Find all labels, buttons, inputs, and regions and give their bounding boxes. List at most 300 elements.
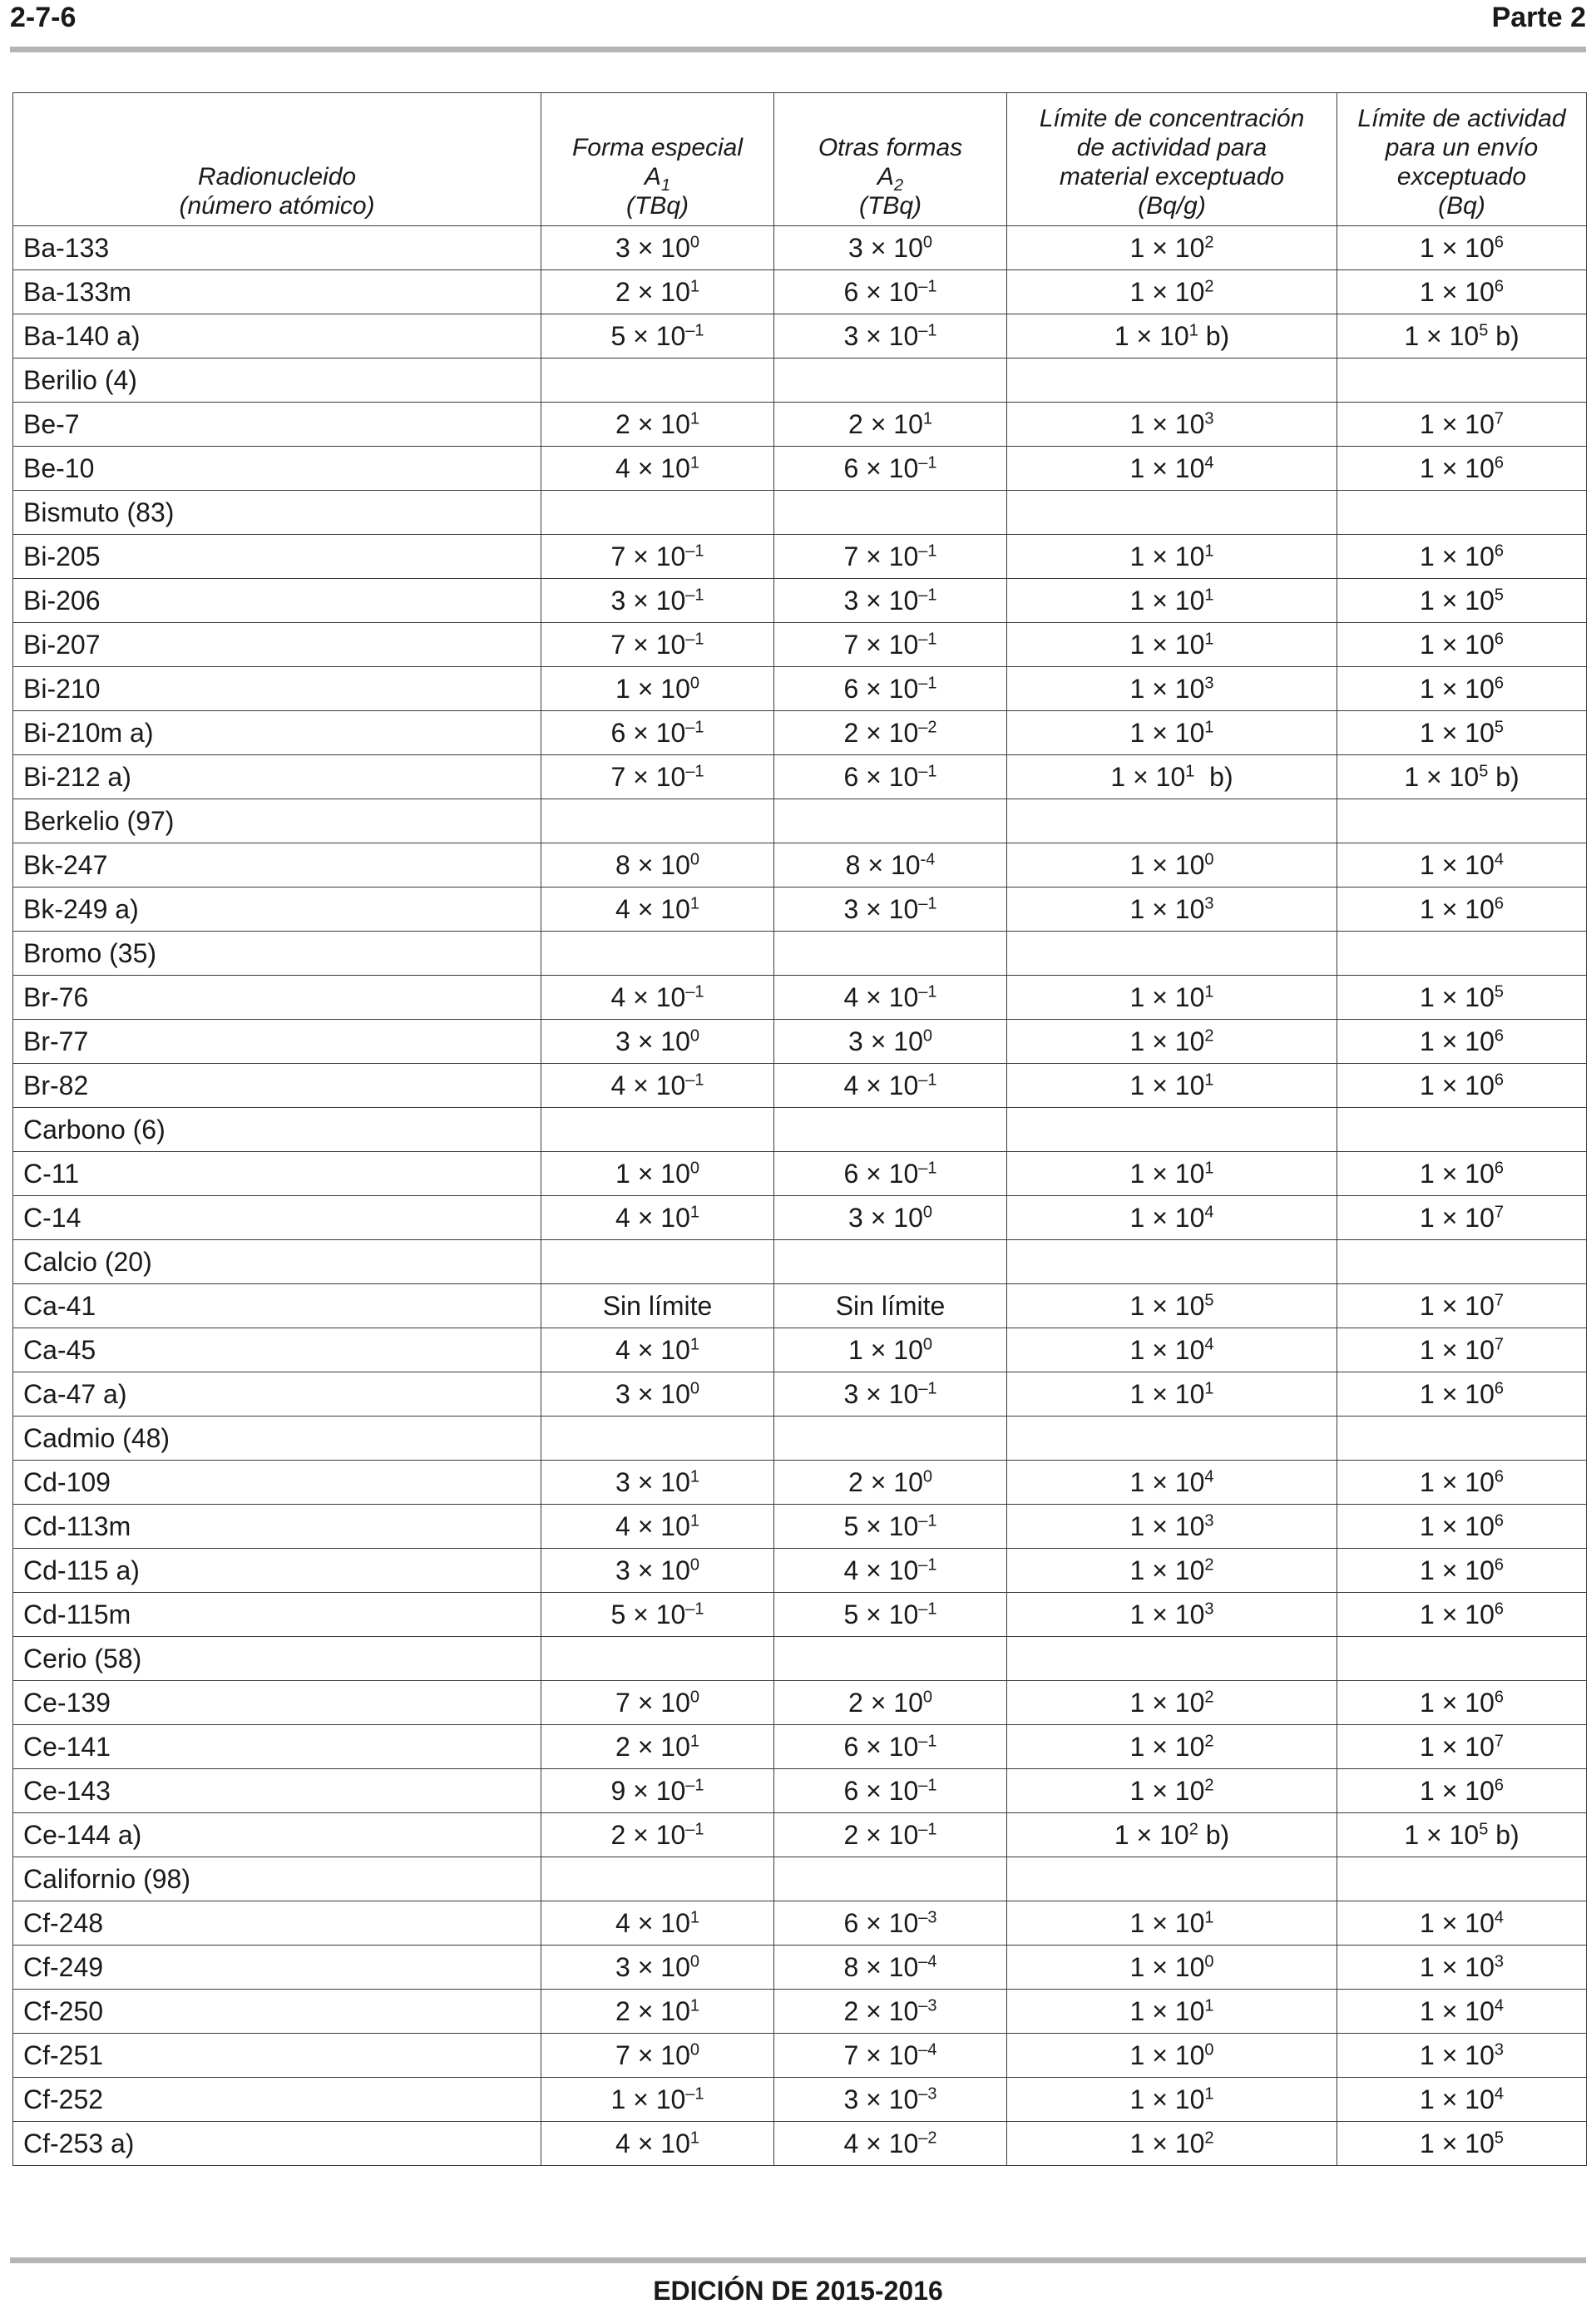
shipment-limit-cell: $1 \times 10^6$ xyxy=(1337,623,1587,667)
a1-cell: $4 \times 10^1$ xyxy=(541,1196,774,1240)
value-exponent: –1 xyxy=(685,1599,704,1619)
value-exponent: 1 xyxy=(922,409,932,428)
value-coefficient: 1 xyxy=(1129,1952,1145,1982)
value-coefficient: 2 xyxy=(848,1688,863,1718)
a2-cell: $2 \times 10^{-3}$ xyxy=(774,1990,1007,2034)
value-exponent: 4 xyxy=(1204,1203,1214,1222)
value-coefficient: 1 xyxy=(1420,1203,1435,1233)
table-row xyxy=(13,1505,1587,1549)
value-coefficient: 6 xyxy=(843,1732,859,1762)
shipment-limit-cell: $1 \times 10^7$ xyxy=(1337,1196,1587,1240)
value-coefficient: 5 xyxy=(610,321,626,351)
value-coefficient: 1 xyxy=(1114,321,1129,351)
shipment-limit-cell: $1 \times 10^6$ xyxy=(1337,1152,1587,1196)
nuclide-cell: Bi-210m a) xyxy=(13,711,541,755)
concentration-limit-cell: $1 \times 10^1$ xyxy=(1007,1990,1337,2034)
table-row xyxy=(13,1417,1587,1461)
a2-cell: $6 \times 10^{-1}$ xyxy=(774,447,1007,491)
value-exponent: –1 xyxy=(918,762,937,781)
value-exponent: 5 xyxy=(1479,321,1489,340)
value-coefficient: 3 xyxy=(615,1555,630,1585)
a2-cell: $3 \times 10^{-1}$ xyxy=(774,314,1007,358)
value-coefficient: 1 xyxy=(1129,982,1145,1012)
a2-cell: $6 \times 10^{-1}$ xyxy=(774,1725,1007,1769)
nuclide-cell: Berilio (4) xyxy=(13,358,541,403)
shipment-limit-cell: $1 \times 10^6$ xyxy=(1337,270,1587,314)
value-exponent: –1 xyxy=(685,762,704,781)
value-coefficient: 1 xyxy=(1420,1467,1435,1497)
table-row xyxy=(13,1813,1587,1857)
nuclide-cell: Cf-252 xyxy=(13,2078,541,2122)
value-exponent: 1 xyxy=(1188,321,1198,340)
value-coefficient: 6 xyxy=(843,1159,859,1189)
value-coefficient: 1 xyxy=(1420,1599,1435,1629)
value-exponent: 7 xyxy=(1494,1335,1504,1354)
value-coefficient: 1 xyxy=(1129,1555,1145,1585)
value-coefficient: 3 xyxy=(615,1467,630,1497)
value-exponent: 2 xyxy=(1204,1732,1214,1751)
value-coefficient: 3 xyxy=(843,586,859,616)
table-row xyxy=(13,579,1587,623)
a1-cell: $4 \times 10^1$ xyxy=(541,1505,774,1549)
value-coefficient: 1 xyxy=(1420,1026,1435,1056)
value-exponent: 1 xyxy=(689,453,699,472)
value-exponent: 1 xyxy=(689,1203,699,1222)
shipment-limit-cell: $1 \times 10^7$ xyxy=(1337,1328,1587,1372)
value-coefficient: 1 xyxy=(1420,2040,1435,2070)
value-exponent: –1 xyxy=(918,1555,937,1575)
value-exponent: 2 xyxy=(1188,1820,1198,1839)
table-row xyxy=(13,932,1587,976)
value-exponent: 6 xyxy=(1494,894,1504,913)
value-exponent: 5 xyxy=(1494,586,1504,605)
value-coefficient: 1 xyxy=(1129,1159,1145,1189)
a1-cell: $2 \times 10^1$ xyxy=(541,1990,774,2034)
value-coefficient: 1 xyxy=(1129,541,1145,571)
concentration-limit-cell: $1 \times 10^2$ xyxy=(1007,1020,1337,1064)
value-coefficient: 3 xyxy=(843,1379,859,1409)
value-exponent: 6 xyxy=(1494,277,1504,296)
shipment-limit-cell: $1 \times 10^6$ xyxy=(1337,1461,1587,1505)
shipment-limit-cell: $1 \times 10^6$ xyxy=(1337,447,1587,491)
a2-cell: $3 \times 10^{-3}$ xyxy=(774,2078,1007,2122)
table-row xyxy=(13,535,1587,579)
a2-cell: $8 \times 10^{-4}$ xyxy=(774,1946,1007,1990)
value-coefficient: 1 xyxy=(1129,1908,1145,1938)
value-coefficient: 2 xyxy=(848,1467,863,1497)
table-row xyxy=(13,1857,1587,1901)
value-exponent: 7 xyxy=(1494,1291,1504,1310)
value-coefficient: 4 xyxy=(615,1511,630,1541)
value-coefficient: 4 xyxy=(610,1070,626,1100)
value-coefficient: 7 xyxy=(615,2040,630,2070)
value-coefficient: 4 xyxy=(610,982,626,1012)
value-exponent: –1 xyxy=(685,541,704,561)
value-coefficient: 6 xyxy=(843,453,859,483)
concentration-limit-cell: $1 \times 10^1$ xyxy=(1007,579,1337,623)
shipment-limit-cell: $1 \times 10^7$ xyxy=(1337,1284,1587,1328)
concentration-limit-cell: $1 \times 10^0$ xyxy=(1007,2034,1337,2078)
value-coefficient: 4 xyxy=(615,1335,630,1365)
a1-cell: $2 \times 10^{-1}$ xyxy=(541,1813,774,1857)
value-exponent: 2 xyxy=(1204,1555,1214,1575)
nuclide-cell: Calcio (20) xyxy=(13,1240,541,1284)
nuclide-cell: Cd-115 a) xyxy=(13,1549,541,1593)
value-exponent: –1 xyxy=(918,1379,937,1398)
shipment-limit-cell: $1 \times 10^7$ xyxy=(1337,1725,1587,1769)
value-coefficient: 3 xyxy=(848,233,863,263)
a2-cell xyxy=(774,1857,1007,1901)
value-coefficient: 1 xyxy=(1420,1379,1435,1409)
value-exponent: –1 xyxy=(918,541,937,561)
table-row xyxy=(13,1461,1587,1505)
value-exponent: 1 xyxy=(689,1996,699,2015)
value-exponent: –1 xyxy=(685,718,704,737)
table-row xyxy=(13,799,1587,843)
a2-cell: $3 \times 10^0$ xyxy=(774,1196,1007,1240)
a1-cell: $7 \times 10^{-1}$ xyxy=(541,623,774,667)
a2-cell: $6 \times 10^{-1}$ xyxy=(774,667,1007,711)
value-exponent: 6 xyxy=(1494,541,1504,561)
edition-footer: EDICIÓN DE 2015-2016 xyxy=(653,2276,943,2306)
table-row xyxy=(13,358,1587,403)
value-exponent: 4 xyxy=(1204,453,1214,472)
shipment-limit-cell: $1 \times 10^6$ xyxy=(1337,1549,1587,1593)
a1-cell: $7 \times 10^0$ xyxy=(541,2034,774,2078)
concentration-limit-cell xyxy=(1007,491,1337,535)
table-row xyxy=(13,447,1587,491)
value-coefficient: 1 xyxy=(848,1335,863,1365)
value-coefficient: 4 xyxy=(843,1555,859,1585)
a2-cell: $5 \times 10^{-1}$ xyxy=(774,1593,1007,1637)
shipment-limit-cell: $1 \times 10^6$ xyxy=(1337,1064,1587,1108)
value-exponent: –1 xyxy=(918,1732,937,1751)
value-coefficient: 2 xyxy=(848,409,863,439)
nuclide-cell: Ce-144 a) xyxy=(13,1813,541,1857)
a2-cell: $3 \times 10^{-1}$ xyxy=(774,888,1007,932)
value-coefficient: 1 xyxy=(1420,1732,1435,1762)
shipment-limit-cell xyxy=(1337,1417,1587,1461)
nuclide-cell: Cd-113m xyxy=(13,1505,541,1549)
a1-cell: $5 \times 10^{-1}$ xyxy=(541,1593,774,1637)
table-row xyxy=(13,2078,1587,2122)
shipment-limit-cell xyxy=(1337,799,1587,843)
nuclide-cell: Ce-143 xyxy=(13,1769,541,1813)
nuclide-cell: C-11 xyxy=(13,1152,541,1196)
shipment-limit-cell: $1 \times 10^6$ xyxy=(1337,535,1587,579)
a1-cell xyxy=(541,358,774,403)
value-exponent: –1 xyxy=(918,1511,937,1530)
a1-cell: $4 \times 10^{-1}$ xyxy=(541,1064,774,1108)
value-exponent: –1 xyxy=(918,277,937,296)
value-coefficient: 1 xyxy=(1420,1908,1435,1938)
value-exponent: –1 xyxy=(685,586,704,605)
table-row xyxy=(13,1637,1587,1681)
value-coefficient: 1 xyxy=(1404,1820,1420,1850)
value-coefficient: 1 xyxy=(1420,1159,1435,1189)
a2-cell: $4 \times 10^{-1}$ xyxy=(774,1549,1007,1593)
value-exponent: -4 xyxy=(920,850,936,869)
shipment-limit-cell: $1 \times 10^4$ xyxy=(1337,843,1587,888)
value-coefficient: 1 xyxy=(1129,2040,1145,2070)
value-coefficient: 3 xyxy=(843,2084,859,2114)
a1-cell xyxy=(541,1637,774,1681)
concentration-limit-cell: $1 \times 10^2$ xyxy=(1007,1681,1337,1725)
value-coefficient: 1 xyxy=(1420,2129,1435,2158)
value-coefficient: 1 xyxy=(1420,1688,1435,1718)
table-row xyxy=(13,1284,1587,1328)
value-exponent: 1 xyxy=(1204,630,1214,649)
value-coefficient: 1 xyxy=(1129,277,1145,307)
value-coefficient: 1 xyxy=(1129,1335,1145,1365)
concentration-limit-cell: $1 \times 10^1$ b) xyxy=(1007,755,1337,799)
value-coefficient: 7 xyxy=(610,630,626,660)
shipment-limit-cell xyxy=(1337,491,1587,535)
value-exponent: 6 xyxy=(1494,1511,1504,1530)
shipment-limit-cell: $1 \times 10^7$ xyxy=(1337,403,1587,447)
value-coefficient: 1 xyxy=(1420,850,1435,880)
value-coefficient: 1 xyxy=(1114,1820,1129,1850)
value-coefficient: 2 xyxy=(610,1820,626,1850)
value-exponent: –1 xyxy=(685,630,704,649)
table-row xyxy=(13,1196,1587,1240)
value-coefficient: 1 xyxy=(1420,982,1435,1012)
a2-cell: $4 \times 10^{-1}$ xyxy=(774,976,1007,1020)
radionuclide-table xyxy=(12,92,1587,2166)
a2-cell xyxy=(774,358,1007,403)
value-exponent: –2 xyxy=(918,718,937,737)
value-exponent: –1 xyxy=(685,2084,704,2104)
table-row xyxy=(13,667,1587,711)
concentration-limit-cell: $1 \times 10^4$ xyxy=(1007,447,1337,491)
value-coefficient: 6 xyxy=(843,1908,859,1938)
value-exponent: 6 xyxy=(1494,1776,1504,1795)
value-exponent: 6 xyxy=(1494,630,1504,649)
a1-cell xyxy=(541,799,774,843)
value-coefficient: 1 xyxy=(1129,1203,1145,1233)
value-coefficient: 1 xyxy=(1420,586,1435,616)
part-label: Parte 2 xyxy=(1491,2,1586,33)
value-exponent: 2 xyxy=(1204,1776,1214,1795)
table-row xyxy=(13,1108,1587,1152)
shipment-limit-cell: $1 \times 10^6$ xyxy=(1337,1372,1587,1417)
value-exponent: 1 xyxy=(1204,1070,1214,1090)
shipment-limit-cell: $1 \times 10^6$ xyxy=(1337,667,1587,711)
value-coefficient: 4 xyxy=(843,982,859,1012)
value-exponent: 0 xyxy=(1204,2040,1214,2059)
value-exponent: 0 xyxy=(1204,1952,1214,1971)
table-row xyxy=(13,888,1587,932)
a2-cell: $3 \times 10^0$ xyxy=(774,1020,1007,1064)
value-coefficient: 1 xyxy=(1129,409,1145,439)
value-coefficient: 1 xyxy=(1404,321,1420,351)
value-coefficient: 1 xyxy=(1129,233,1145,263)
nuclide-cell: Ba-133 xyxy=(13,226,541,270)
a1-cell xyxy=(541,491,774,535)
shipment-limit-cell: $1 \times 10^6$ xyxy=(1337,1769,1587,1813)
a1-cell: $7 \times 10^{-1}$ xyxy=(541,755,774,799)
nuclide-cell: Cadmio (48) xyxy=(13,1417,541,1461)
value-coefficient: 1 xyxy=(1420,1776,1435,1806)
a2-cell: $2 \times 10^0$ xyxy=(774,1461,1007,1505)
a1-cell: $4 \times 10^1$ xyxy=(541,1901,774,1946)
value-coefficient: 5 xyxy=(843,1599,859,1629)
concentration-limit-cell: $1 \times 10^3$ xyxy=(1007,667,1337,711)
nuclide-cell: Cf-251 xyxy=(13,2034,541,2078)
value-exponent: 0 xyxy=(922,1203,932,1222)
value-coefficient: 8 xyxy=(615,850,630,880)
value-coefficient: 1 xyxy=(1129,674,1145,704)
value-coefficient: 1 xyxy=(1129,894,1145,924)
a1-cell: $3 \times 10^0$ xyxy=(541,226,774,270)
nuclide-cell: Cf-250 xyxy=(13,1990,541,2034)
value-coefficient: 1 xyxy=(1420,718,1435,748)
a1-cell: $2 \times 10^1$ xyxy=(541,1725,774,1769)
value-exponent: 0 xyxy=(689,850,699,869)
value-coefficient: 1 xyxy=(1420,1996,1435,2026)
value-coefficient: 7 xyxy=(610,762,626,792)
a2-cell: $2 \times 10^{-2}$ xyxy=(774,711,1007,755)
a2-cell: $3 \times 10^{-1}$ xyxy=(774,1372,1007,1417)
value-coefficient: 1 xyxy=(1129,1379,1145,1409)
footnote-marker: b) xyxy=(1198,1820,1230,1850)
value-exponent: –1 xyxy=(918,1159,937,1178)
value-coefficient: 1 xyxy=(1420,674,1435,704)
value-exponent: 1 xyxy=(689,894,699,913)
table-row xyxy=(13,1990,1587,2034)
value-exponent: –1 xyxy=(685,982,704,1001)
value-exponent: 3 xyxy=(1494,2040,1504,2059)
value-coefficient: 1 xyxy=(1129,1291,1145,1321)
a2-cell: $5 \times 10^{-1}$ xyxy=(774,1505,1007,1549)
concentration-limit-cell xyxy=(1007,1857,1337,1901)
shipment-limit-cell: $1 \times 10^6$ xyxy=(1337,1020,1587,1064)
value-exponent: 4 xyxy=(1494,2084,1504,2104)
a2-cell xyxy=(774,491,1007,535)
nuclide-cell: Cf-249 xyxy=(13,1946,541,1990)
value-coefficient: 1 xyxy=(1420,1335,1435,1365)
value-coefficient: 6 xyxy=(843,674,859,704)
value-coefficient: 1 xyxy=(1129,1776,1145,1806)
value-exponent: 4 xyxy=(1204,1335,1214,1354)
value-exponent: 2 xyxy=(1204,1688,1214,1707)
value-exponent: 1 xyxy=(1204,1996,1214,2015)
value-exponent: 4 xyxy=(1494,1996,1504,2015)
a1-cell: $4 \times 10^1$ xyxy=(541,888,774,932)
nuclide-cell: Cf-253 a) xyxy=(13,2122,541,2166)
value-exponent: 1 xyxy=(689,277,699,296)
value-exponent: 5 xyxy=(1494,2129,1504,2148)
value-coefficient: 3 xyxy=(843,894,859,924)
value-exponent: 1 xyxy=(689,1511,699,1530)
shipment-limit-cell: $1 \times 10^6$ xyxy=(1337,1681,1587,1725)
value-coefficient: 2 xyxy=(615,409,630,439)
value-exponent: –2 xyxy=(918,2129,937,2148)
value-exponent: 0 xyxy=(922,1335,932,1354)
value-coefficient: 6 xyxy=(843,1776,859,1806)
value-exponent: 6 xyxy=(1494,233,1504,252)
value-exponent: 3 xyxy=(1494,1952,1504,1971)
value-exponent: 3 xyxy=(1204,674,1214,693)
page-header xyxy=(0,0,1596,37)
a1-cell: $3 \times 10^0$ xyxy=(541,1549,774,1593)
a2-cell: $7 \times 10^{-4}$ xyxy=(774,2034,1007,2078)
value-coefficient: 1 xyxy=(1420,1291,1435,1321)
value-coefficient: 4 xyxy=(843,1070,859,1100)
table-row xyxy=(13,2122,1587,2166)
value-exponent: 1 xyxy=(1204,586,1214,605)
value-coefficient: 2 xyxy=(843,718,859,748)
a1-cell: $4 \times 10^1$ xyxy=(541,447,774,491)
a2-cell xyxy=(774,799,1007,843)
table-row xyxy=(13,491,1587,535)
concentration-limit-cell: $1 \times 10^2$ xyxy=(1007,226,1337,270)
nuclide-cell: Cd-109 xyxy=(13,1461,541,1505)
value-coefficient: 1 xyxy=(1420,894,1435,924)
page-number: 2-7-6 xyxy=(10,2,77,33)
a2-cell: $6 \times 10^{-1}$ xyxy=(774,1769,1007,1813)
value-exponent: –4 xyxy=(918,1952,937,1971)
value-coefficient: 1 xyxy=(1420,277,1435,307)
a1-cell xyxy=(541,1240,774,1284)
a1-cell: $4 \times 10^1$ xyxy=(541,1328,774,1372)
concentration-limit-cell: $1 \times 10^4$ xyxy=(1007,1328,1337,1372)
concentration-limit-cell: $1 \times 10^3$ xyxy=(1007,1593,1337,1637)
col-header-concentration-limit: Límite de concentración de actividad para material exceptuado (Bq/g) xyxy=(1007,93,1337,226)
value-exponent: 0 xyxy=(689,233,699,252)
shipment-limit-cell: $1 \times 10^6$ xyxy=(1337,888,1587,932)
concentration-limit-cell: $1 \times 10^2$ xyxy=(1007,1725,1337,1769)
value-exponent: –1 xyxy=(918,894,937,913)
value-coefficient: 7 xyxy=(843,541,859,571)
shipment-limit-cell xyxy=(1337,1637,1587,1681)
a2-cell: $7 \times 10^{-1}$ xyxy=(774,623,1007,667)
value-exponent: 5 xyxy=(1479,762,1489,781)
table-row xyxy=(13,755,1587,799)
table-row xyxy=(13,1152,1587,1196)
table-row xyxy=(13,2034,1587,2078)
col-header-a1: Forma especial $A_1$ (TBq) xyxy=(541,93,774,226)
shipment-limit-cell: $1 \times 10^4$ xyxy=(1337,1990,1587,2034)
nuclide-cell: Californio (98) xyxy=(13,1857,541,1901)
value-exponent: –1 xyxy=(918,321,937,340)
nuclide-cell: Br-76 xyxy=(13,976,541,1020)
concentration-limit-cell xyxy=(1007,799,1337,843)
value-exponent: 2 xyxy=(1204,277,1214,296)
value-coefficient: 1 xyxy=(615,674,630,704)
nuclide-cell: Ca-45 xyxy=(13,1328,541,1372)
nuclide-cell: Carbono (6) xyxy=(13,1108,541,1152)
value-exponent: 0 xyxy=(922,233,932,252)
shipment-limit-cell: $1 \times 10^5$ xyxy=(1337,976,1587,1020)
a1-cell: $1 \times 10^{-1}$ xyxy=(541,2078,774,2122)
a1-cell: $3 \times 10^0$ xyxy=(541,1946,774,1990)
a2-cell: $2 \times 10^{-1}$ xyxy=(774,1813,1007,1857)
table-row xyxy=(13,1064,1587,1108)
value-coefficient: 1 xyxy=(610,2084,626,2114)
concentration-limit-cell: $1 \times 10^1$ xyxy=(1007,1064,1337,1108)
a2-cell xyxy=(774,932,1007,976)
value-exponent: 0 xyxy=(689,1688,699,1707)
value-exponent: 5 xyxy=(1494,982,1504,1001)
concentration-limit-cell: $1 \times 10^1$ xyxy=(1007,623,1337,667)
nuclide-cell: Bismuto (83) xyxy=(13,491,541,535)
value-coefficient: 7 xyxy=(610,541,626,571)
table-row xyxy=(13,976,1587,1020)
value-exponent: 6 xyxy=(1494,453,1504,472)
nuclide-cell: Ba-140 a) xyxy=(13,314,541,358)
nuclide-cell: Ce-141 xyxy=(13,1725,541,1769)
